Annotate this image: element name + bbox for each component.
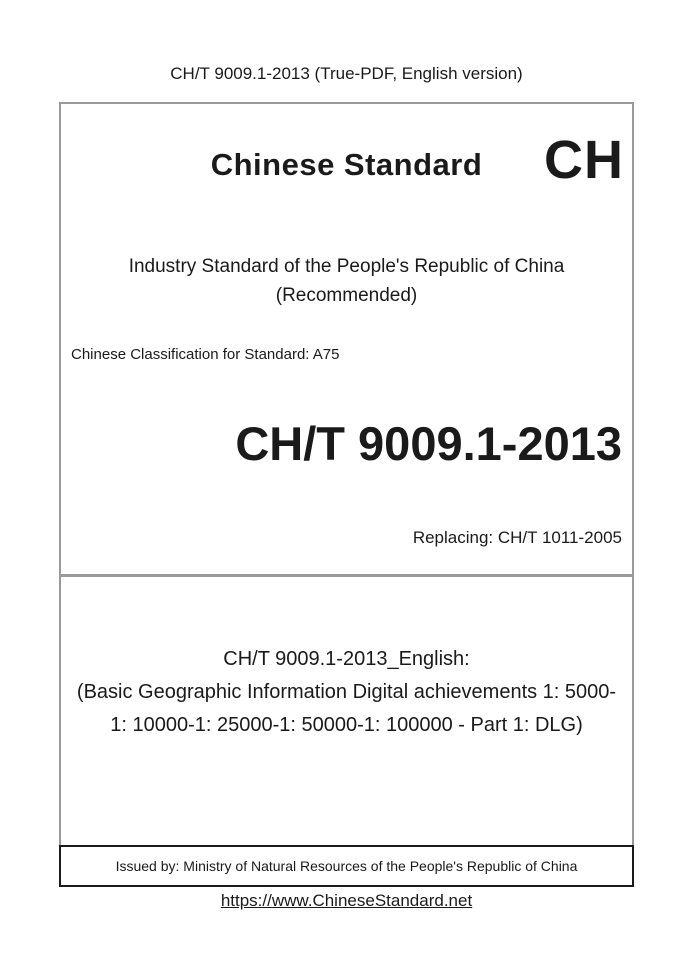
- classification-label: Chinese Classification for Standard: A75: [71, 346, 340, 363]
- brand-logo: CH: [544, 130, 624, 190]
- standard-type-block: [61, 252, 632, 310]
- cover-box: [59, 102, 634, 845]
- title-line: 1: 10000-1: 25000-1: 50000-1: 100000 - Part 1: DLG): [110, 714, 583, 736]
- title-line: (Basic Geographic Information Digital achievements 1: 5000-: [76, 681, 617, 703]
- document-header: CH/T 9009.1-2013 (True-PDF, English version): [170, 64, 523, 83]
- standard-title-block: [61, 643, 632, 742]
- section-divider: [61, 574, 632, 577]
- footer-link[interactable]: https://www.ChineseStandard.net: [220, 891, 473, 910]
- issued-by-text: Issued by: Ministry of Natural Resources of the People's Republic of China: [115, 858, 578, 874]
- replacing-note: Replacing: CH/T 1011-2005: [412, 528, 622, 547]
- title-line: CH/T 9009.1-2013_English:: [223, 648, 470, 670]
- standard-type-line1: Industry Standard of the People's Republic of China: [128, 256, 565, 277]
- standard-type-line2: (Recommended): [275, 285, 418, 306]
- standard-code: CH/T 9009.1-2013: [235, 417, 622, 470]
- issued-by-box: [59, 845, 634, 887]
- footer: [0, 891, 693, 911]
- brand-title: Chinese Standard: [210, 147, 483, 182]
